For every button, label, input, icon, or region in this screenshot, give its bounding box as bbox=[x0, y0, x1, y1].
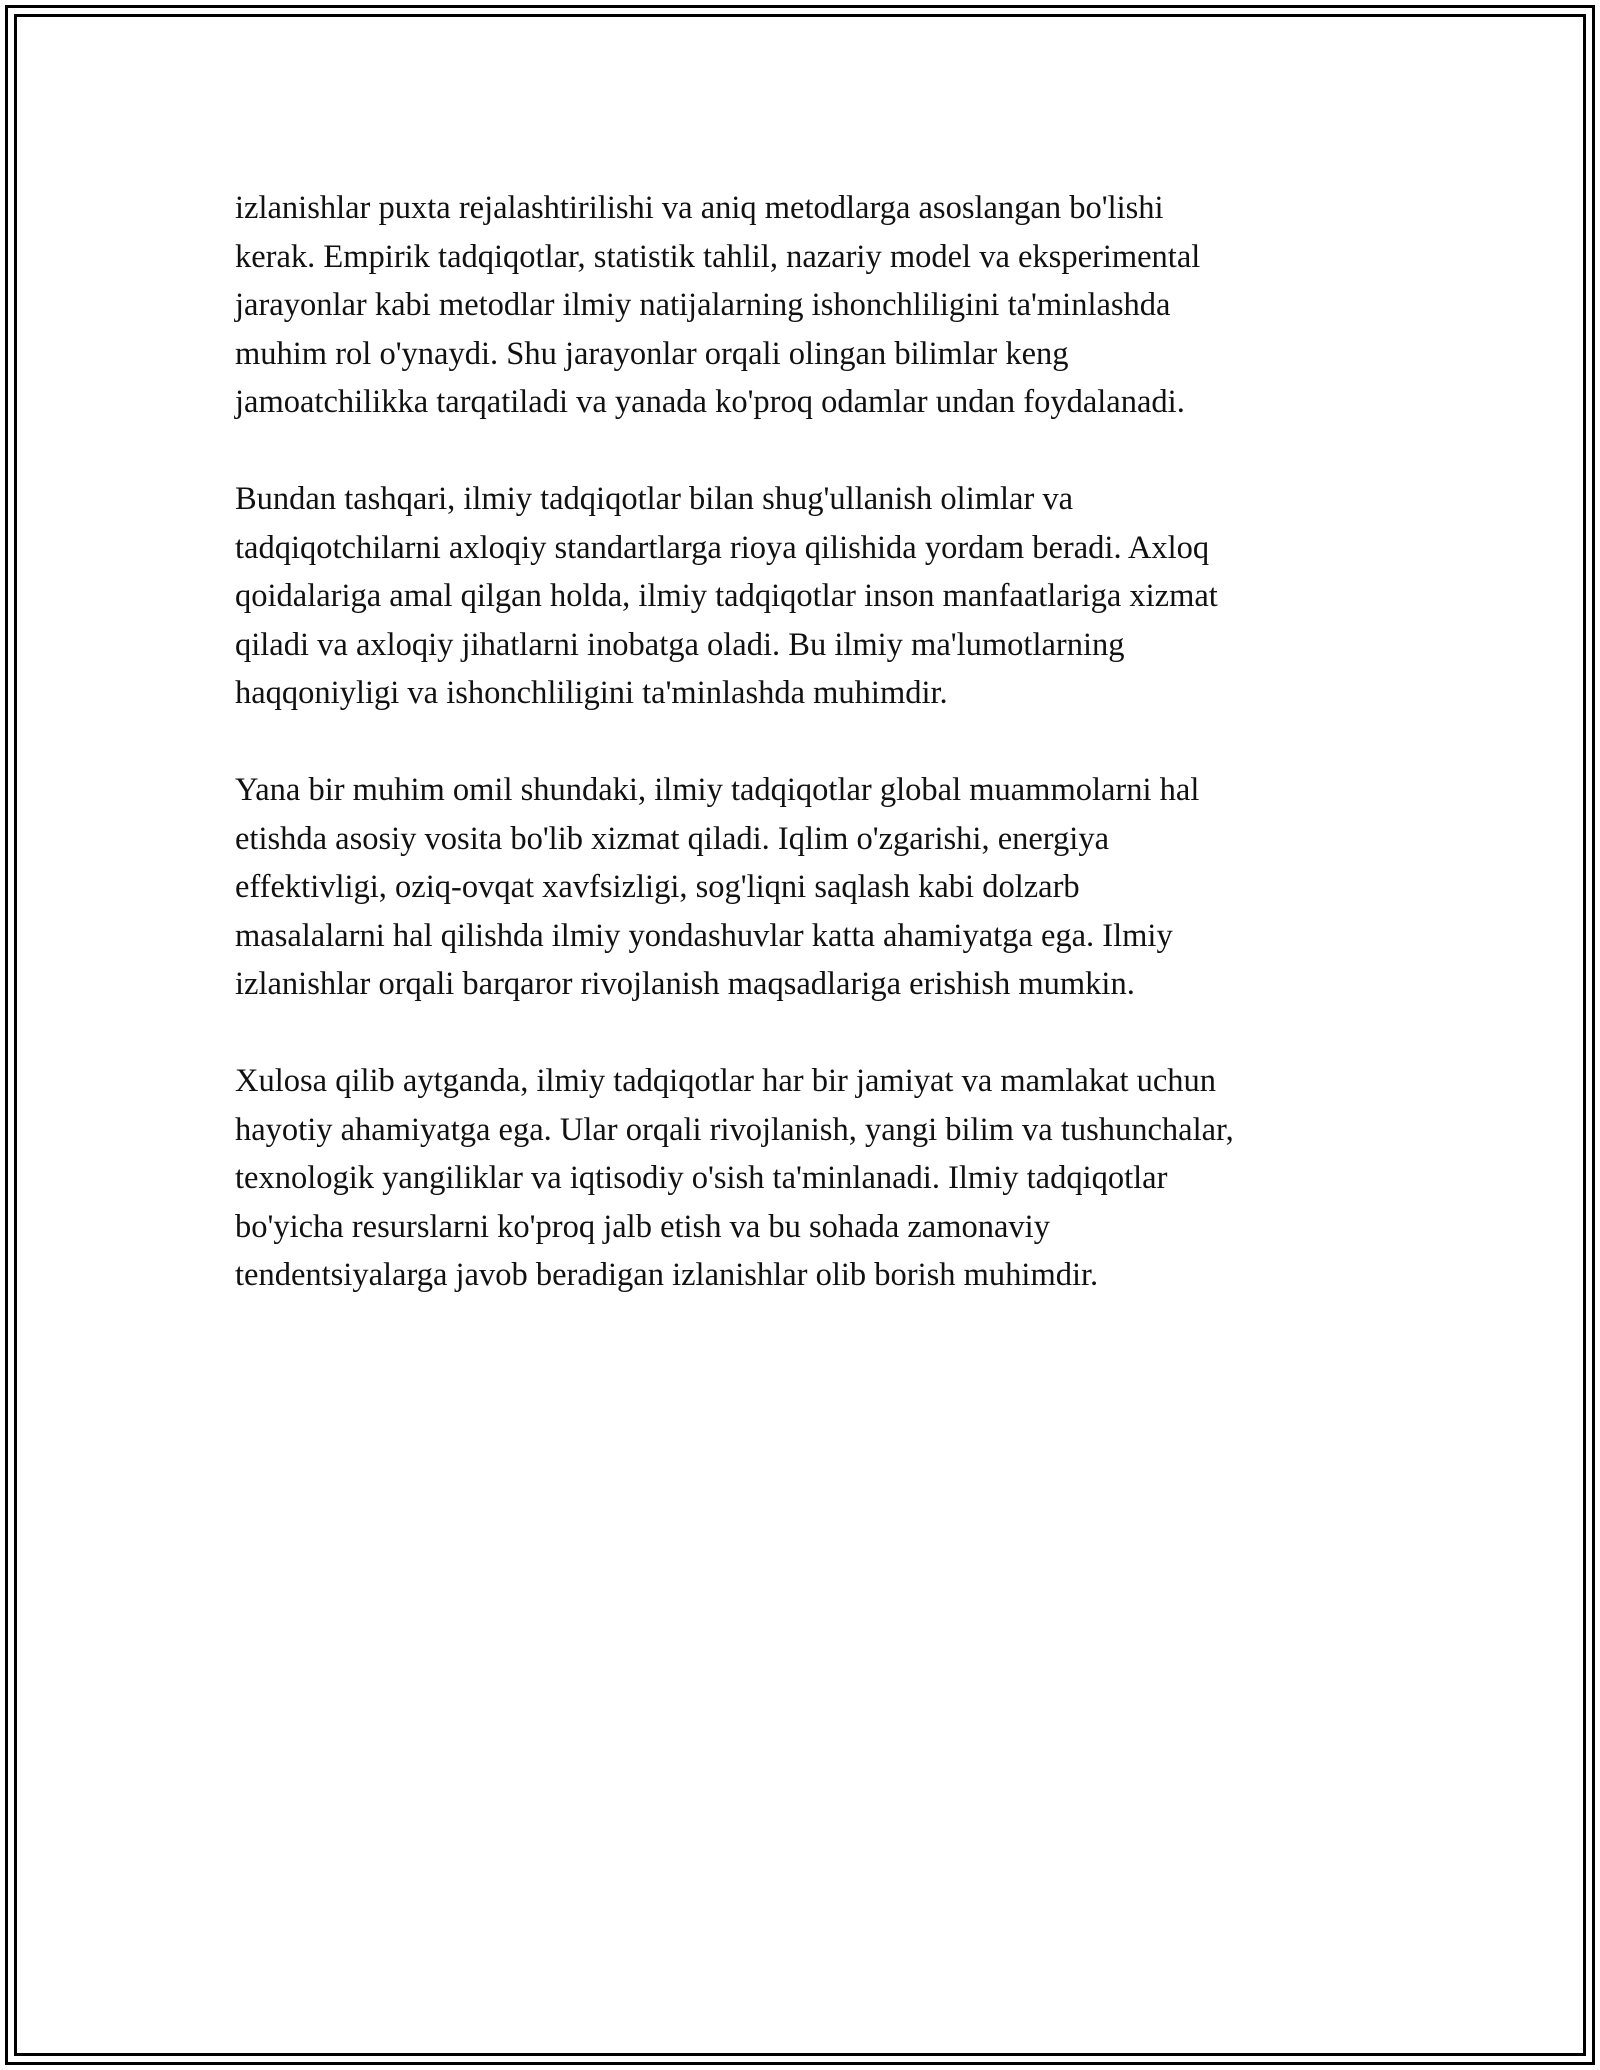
text-line: haqqoniyligi va ishonchliligini ta'minlashda muhimdir. bbox=[235, 675, 948, 711]
paragraph-4 bbox=[235, 1057, 1405, 1300]
text-line: hayotiy ahamiyatga ega. Ular orqali rivojlanish, yangi bilim va tushunchalar, bbox=[235, 1111, 1234, 1148]
text-line: izlanishlar puxta rejalashtirilishi va aniq metodlarga asoslangan bo'lishi bbox=[235, 190, 1164, 226]
text-line: bo'yicha resurslarni ko'proq jalb etish va bu sohada zamonaviy bbox=[235, 1208, 1050, 1245]
text-line: etishda asosiy vosita bo'lib xizmat qiladi. Iqlim o'zgarishi, energiya bbox=[235, 820, 1109, 857]
text-line: jarayonlar kabi metodlar ilmiy natijalarning ishonchliligini ta'minlashda bbox=[235, 287, 1171, 323]
text-line: masalalarni hal qilishda ilmiy yondashuvlar katta ahamiyatga ega. Ilmiy bbox=[235, 917, 1173, 954]
text-line: Xulosa qilib aytganda, ilmiy tadqiqotlar har bir jamiyat va mamlakat uchun bbox=[235, 1063, 1217, 1099]
paragraph-2 bbox=[235, 475, 1405, 718]
text-line: qoidalariga amal qilgan holda, ilmiy tadqiqotlar inson manfaatlariga xizmat bbox=[235, 578, 1218, 614]
text-line: Yana bir muhim omil shundaki, ilmiy tadqiqotlar global muammolarni hal bbox=[235, 772, 1200, 808]
text-line: muhim rol o'ynaydi. Shu jarayonlar orqali olingan bilimlar keng bbox=[235, 335, 1069, 372]
document-body bbox=[235, 184, 1405, 1348]
paragraph-1 bbox=[235, 184, 1405, 427]
text-line: texnologik yangiliklar va iqtisodiy o'sish ta'minlanadi. Ilmiy tadqiqotlar bbox=[235, 1160, 1168, 1196]
text-line: tendentsiyalarga javob beradigan izlanishlar olib borish muhimdir. bbox=[235, 1257, 1099, 1293]
text-line: jamoatchilikka tarqatiladi va yanada ko'proq odamlar undan foydalanadi. bbox=[235, 384, 1185, 420]
text-line: tadqiqotchilarni axloqiy standartlarga rioya qilishida yordam beradi. Axloq bbox=[235, 529, 1210, 566]
text-line: qiladi va axloqiy jihatlarni inobatga oladi. Bu ilmiy ma'lumotlarning bbox=[235, 626, 1125, 663]
text-line: kerak. Empirik tadqiqotlar, statistik tahlil, nazariy model va eksperimental bbox=[235, 238, 1201, 275]
text-line: izlanishlar orqali barqaror rivojlanish maqsadlariga erishish mumkin. bbox=[235, 966, 1135, 1002]
text-line: Bundan tashqari, ilmiy tadqiqotlar bilan shug'ullanish olimlar va bbox=[235, 481, 1074, 517]
paragraph-3 bbox=[235, 766, 1405, 1009]
text-line: effektivligi, oziq-ovqat xavfsizligi, sog'liqni saqlash kabi dolzarb bbox=[235, 869, 1080, 905]
